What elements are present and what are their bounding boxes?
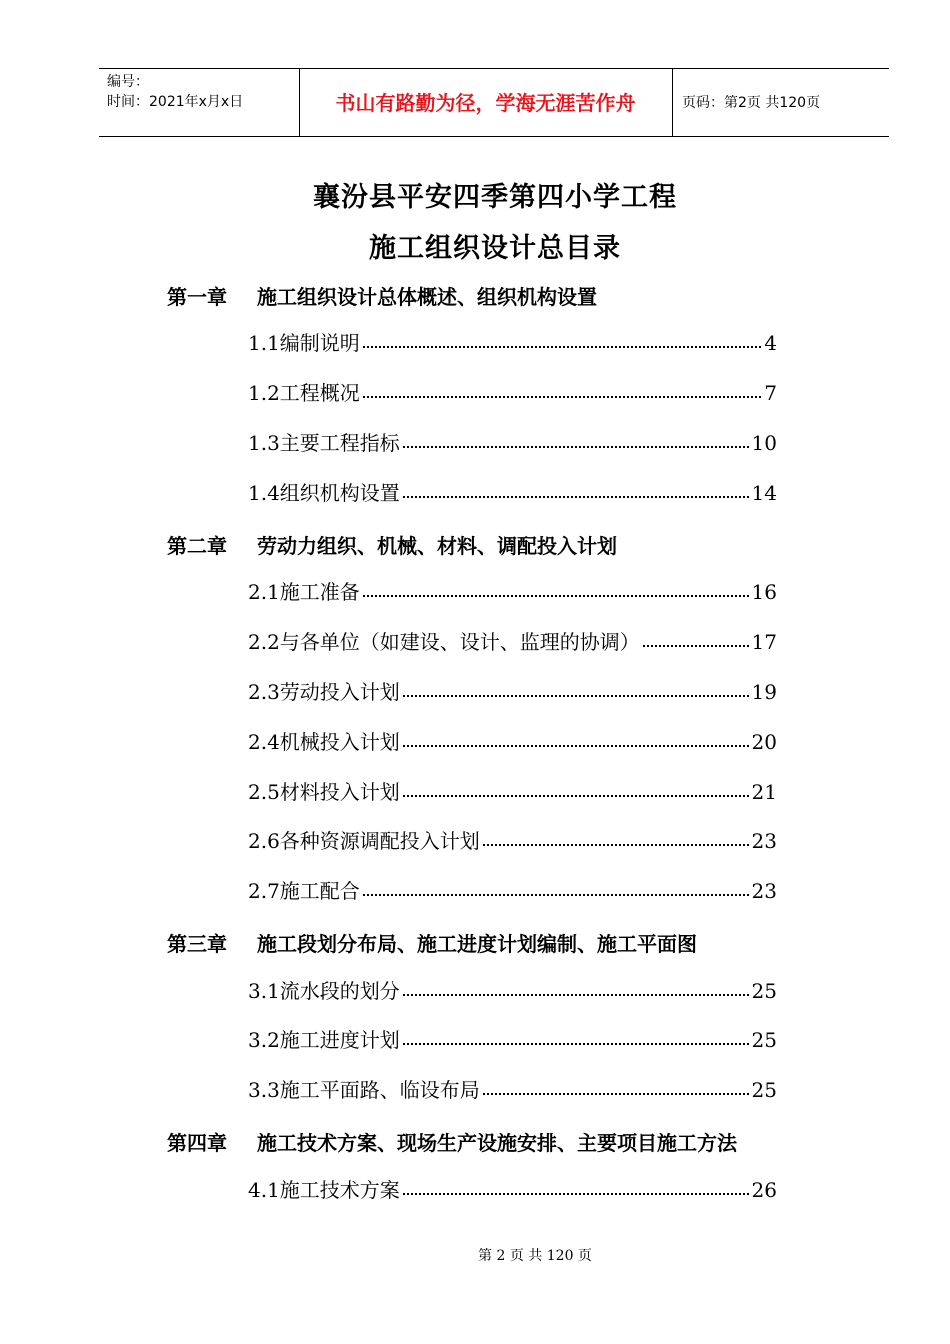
toc-entry-page: 21 [750,777,777,807]
toc-entry-page: 25 [750,976,777,1006]
toc-entry[interactable] [248,727,777,757]
chapter-number: 第二章 [167,534,227,558]
toc-entry-page: 19 [750,677,777,707]
toc-entry[interactable] [248,478,777,508]
chapter-heading [167,530,617,559]
toc-entry[interactable] [248,577,777,607]
toc-entry-page: 10 [750,428,777,458]
document-title: 襄汾县平安四季第四小学工程 [313,182,677,213]
chapter-number: 第四章 [167,1131,227,1155]
chapter-number: 第一章 [167,285,227,309]
toc-entry-label: 4.1施工技术方案 [248,1175,402,1205]
toc-entry-page: 25 [750,1025,777,1055]
toc-entry-label: 1.1编制说明 [248,328,362,358]
toc-entry-page: 17 [750,627,777,657]
page-footer: 第 2 页 共 120 页 [478,1248,592,1264]
document-subtitle: 施工组织设计总目录 [369,233,621,264]
toc-entry[interactable] [248,976,777,1006]
toc-entry[interactable] [248,428,777,458]
toc-entry-page: 23 [750,876,777,906]
toc-entry-label: 3.3施工平面路、临设布局 [248,1075,482,1105]
toc-entry[interactable] [248,627,777,657]
chapter-title: 施工技术方案、现场生产设施安排、主要项目施工方法 [257,1131,737,1155]
toc-entry-label: 2.7施工配合 [248,876,362,906]
time-label: 时间：2021年x月x日 [107,94,244,110]
toc-entry[interactable] [248,1175,777,1205]
header-page-info: 页码：第2页 共120页 [682,95,821,111]
toc-entry-page: 7 [762,378,777,408]
toc-entry-page: 25 [750,1075,777,1105]
chapter-heading [167,281,597,310]
toc-entry-page: 26 [750,1175,777,1205]
chapter-number: 第三章 [167,932,227,956]
toc-entry[interactable] [248,677,777,707]
toc-entry[interactable] [248,328,777,358]
chapter-title: 施工组织设计总体概述、组织机构设置 [257,285,597,309]
toc-entry-page: 23 [750,826,777,856]
toc-entry-label: 3.1流水段的划分 [248,976,402,1006]
toc-entry-label: 2.3劳动投入计划 [248,677,402,707]
toc-entry-label: 2.5材料投入计划 [248,777,402,807]
toc-entry[interactable] [248,1025,777,1055]
chapter-heading [167,1127,737,1156]
toc-entry-label: 2.2与各单位（如建设、设计、监理的协调） [248,627,642,657]
toc-entry-page: 16 [750,577,777,607]
toc-entry-page: 20 [750,727,777,757]
number-label: 编号： [107,74,149,90]
toc-entry-label: 2.6各种资源调配投入计划 [248,826,482,856]
toc-entry[interactable] [248,777,777,807]
toc-entry-label: 2.4机械投入计划 [248,727,402,757]
toc-entry-page: 4 [762,328,777,358]
chapter-title: 劳动力组织、机械、材料、调配投入计划 [257,534,617,558]
toc-entry-label: 1.4组织机构设置 [248,478,402,508]
toc-entry[interactable] [248,826,777,856]
header-meta [107,72,243,112]
toc-entry-label: 1.2工程概况 [248,378,362,408]
page-header [99,68,889,137]
toc-entry[interactable] [248,378,777,408]
toc-entry-label: 1.3主要工程指标 [248,428,402,458]
toc-entry-label: 3.2施工进度计划 [248,1025,402,1055]
header-divider [672,69,673,136]
header-motto: 书山有路勤为径，学海无涯苦作舟 [335,91,636,115]
toc-entry[interactable] [248,876,777,906]
chapter-heading [167,928,697,957]
chapter-title: 施工段划分布局、施工进度计划编制、施工平面图 [257,932,697,956]
toc-entry-label: 2.1施工准备 [248,577,362,607]
toc-entry[interactable] [248,1075,777,1105]
toc-entry-page: 14 [750,478,777,508]
